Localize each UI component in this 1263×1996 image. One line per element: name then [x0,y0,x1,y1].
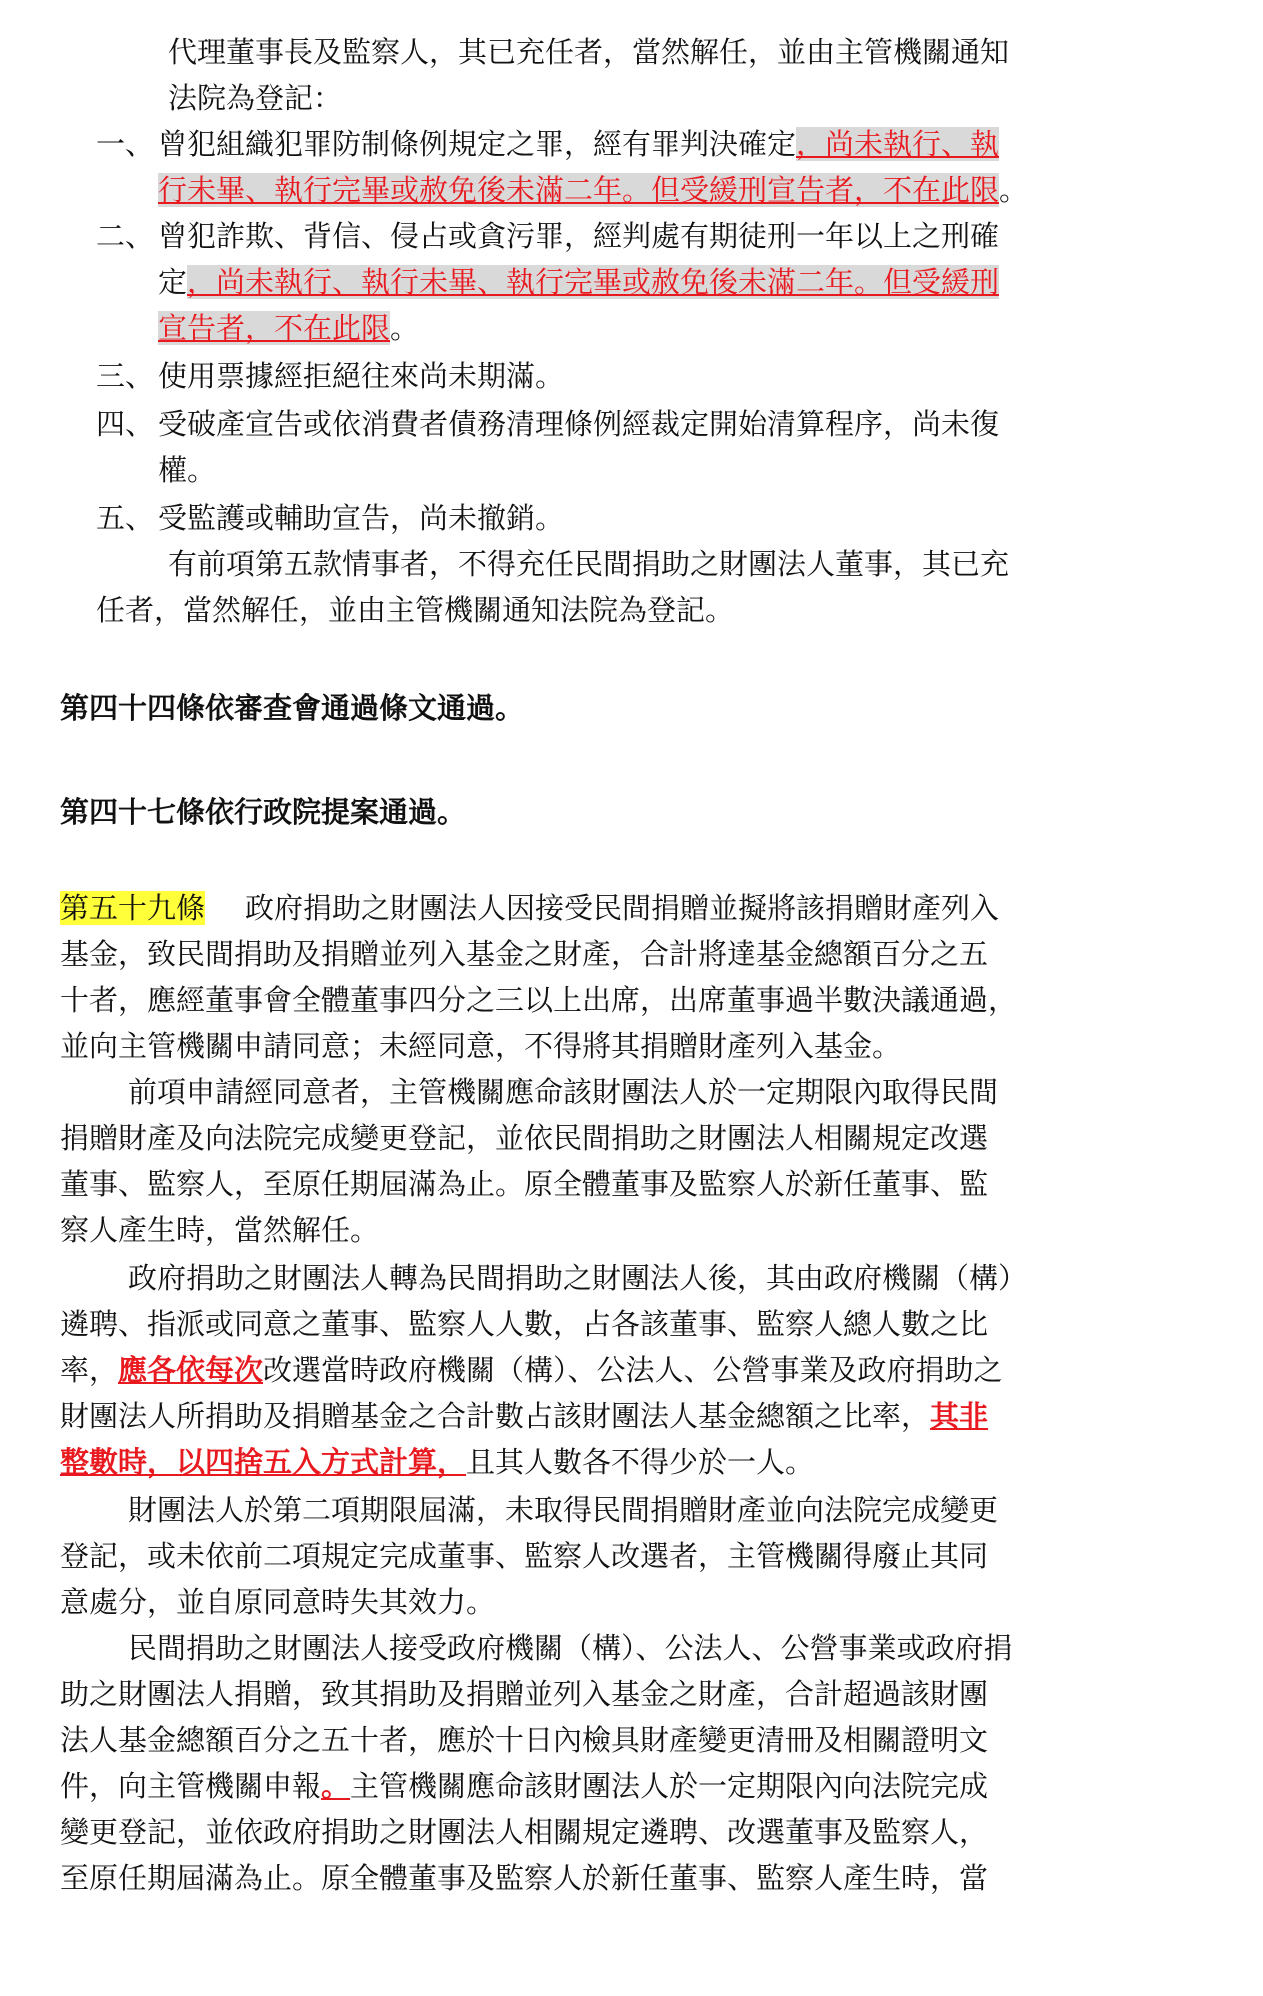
article-text: 件，向主管機關申報 [60,1769,322,1803]
list-item-text: 權。 [158,453,217,487]
article-59-line: 法人基金總額百分之五十者，應於十日內檢具財產變更清冊及相關證明文 [60,1723,989,1757]
article-59-line: 並向主管機關申請同意；未經同意，不得將其捐贈財產列入基金。 [60,1029,902,1063]
article-59-line: 變更登記，並依政府捐助之財團法人相關規定遴聘、改選董事及監察人， [60,1815,989,1849]
article-59-line: 十者，應經董事會全體董事四分之三以上出席，出席董事過半數決議通過， [60,983,1018,1017]
list-item-text [158,124,999,164]
list-item-text-plain: 曾犯組織犯罪防制條例規定之罪，經有罪判決確定 [158,127,797,161]
article-text: 財團法人所捐助及捐贈基金之合計數占該財團法人基金總額之比率， [60,1399,931,1433]
list-marker: 一、 [96,127,155,161]
article-59-line [60,1350,1003,1390]
text-line: 法院為登記： [168,81,343,115]
text-line: 有前項第五款情事者，不得充任民間捐助之財團法人董事，其已充 [168,547,1010,581]
article-59-line: 捐贈財產及向法院完成變更登記，並依民間捐助之財團法人相關規定改選 [60,1121,989,1155]
text-line: 代理董事長及監察人，其已充任者，當然解任，並由主管機關通知 [168,35,1010,69]
list-item-text [158,170,1028,210]
list-item-text: 受破產宣告或依消費者債務清理條例經裁定開始清算程序，尚未復 [158,407,1000,441]
article-59-line: 財團法人於第二項期限屆滿，未取得民間捐贈財產並向法院完成變更 [128,1493,999,1527]
article-59-line: 助之財團法人捐贈，致其捐助及捐贈並列入基金之財產，合計超過該財團 [60,1677,989,1711]
amended-text-red: 。 [321,1769,351,1803]
amended-text-red: 應各依每次 [118,1353,264,1387]
article-59-line: 意處分，並自原同意時失其效力。 [60,1585,496,1619]
list-item-text-plain: 定 [158,265,188,299]
article-59-line: 察人產生時，當然解任。 [60,1213,380,1247]
article-text: 且其人數各不得少於一人。 [466,1445,815,1479]
list-item-text [158,308,419,348]
article-59-line: 基金，致民間捐助及捐贈並列入基金之財產，合計將達基金總額百分之五 [60,937,989,971]
article-59-line [60,1766,988,1806]
amended-text-highlight: ，尚未執行、執 [796,127,1000,161]
text-line: 任者，當然解任，並由主管機關通知法院為登記。 [96,593,735,627]
article-59-line: 政府捐助之財團法人轉為民間捐助之財團法人後，其由政府機關（構） [128,1261,1028,1295]
amended-text-highlight: 行未畢、執行完畢或赦免後未滿二年。但受緩刑宣告者，不在此限 [158,173,1000,207]
amended-text-highlight: ，尚未執行、執行未畢、執行完畢或赦免後未滿二年。但受緩刑 [187,265,1000,299]
list-marker: 五、 [96,501,155,535]
list-item-text-plain: 。 [999,173,1029,207]
article-59-line [60,1396,988,1436]
article-label: 第五十九條 [60,891,206,925]
list-marker: 二、 [96,219,155,253]
article-text: 主管機關應命該財團法人於一定期限內向法院完成 [350,1769,989,1803]
article-59-line: 登記，或未依前二項規定完成董事、監察人改選者，主管機關得廢止其同 [60,1539,989,1573]
article-59-line: 遴聘、指派或同意之董事、監察人人數，占各該董事、監察人總人數之比 [60,1307,989,1341]
article-59-line [60,888,999,928]
article-59-line: 民間捐助之財團法人接受政府機關（構）、公法人、公營事業或政府捐 [128,1631,1013,1665]
list-marker: 三、 [96,359,155,393]
article-text: 率， [60,1353,119,1387]
article-59-line: 董事、監察人，至原任期屆滿為止。原全體董事及監察人於新任董事、監 [60,1167,989,1201]
list-marker: 四、 [96,407,155,441]
amended-text-red: 整數時，以四捨五入方式計算， [60,1445,467,1479]
section-heading-art44: 第四十四條依審查會通過條文通過。 [60,691,525,725]
amended-text-red: 其非 [930,1399,989,1433]
article-text: 改選當時政府機關（構）、公法人、公營事業及政府捐助之 [263,1353,1003,1387]
list-item-text-plain: 。 [390,311,420,345]
list-item-text: 曾犯詐欺、背信、侵占或貪污罪，經判處有期徒刑一年以上之刑確 [158,219,1000,253]
article-59-line [60,1442,814,1482]
article-text: 政府捐助之財團法人因接受民間捐贈並擬將該捐贈財產列入 [245,891,1000,925]
list-item-text: 使用票據經拒絕往來尚未期滿。 [158,359,565,393]
amended-text-highlight: 宣告者，不在此限 [158,311,391,345]
list-item-text [158,262,999,302]
list-item-text: 受監護或輔助宣告，尚未撤銷。 [158,501,565,535]
section-heading-art47: 第四十七條依行政院提案通過。 [60,795,467,829]
article-59-line: 前項申請經同意者，主管機關應命該財團法人於一定期限內取得民間 [128,1075,999,1109]
article-59-line: 至原任期屆滿為止。原全體董事及監察人於新任董事、監察人產生時，當 [60,1861,989,1895]
